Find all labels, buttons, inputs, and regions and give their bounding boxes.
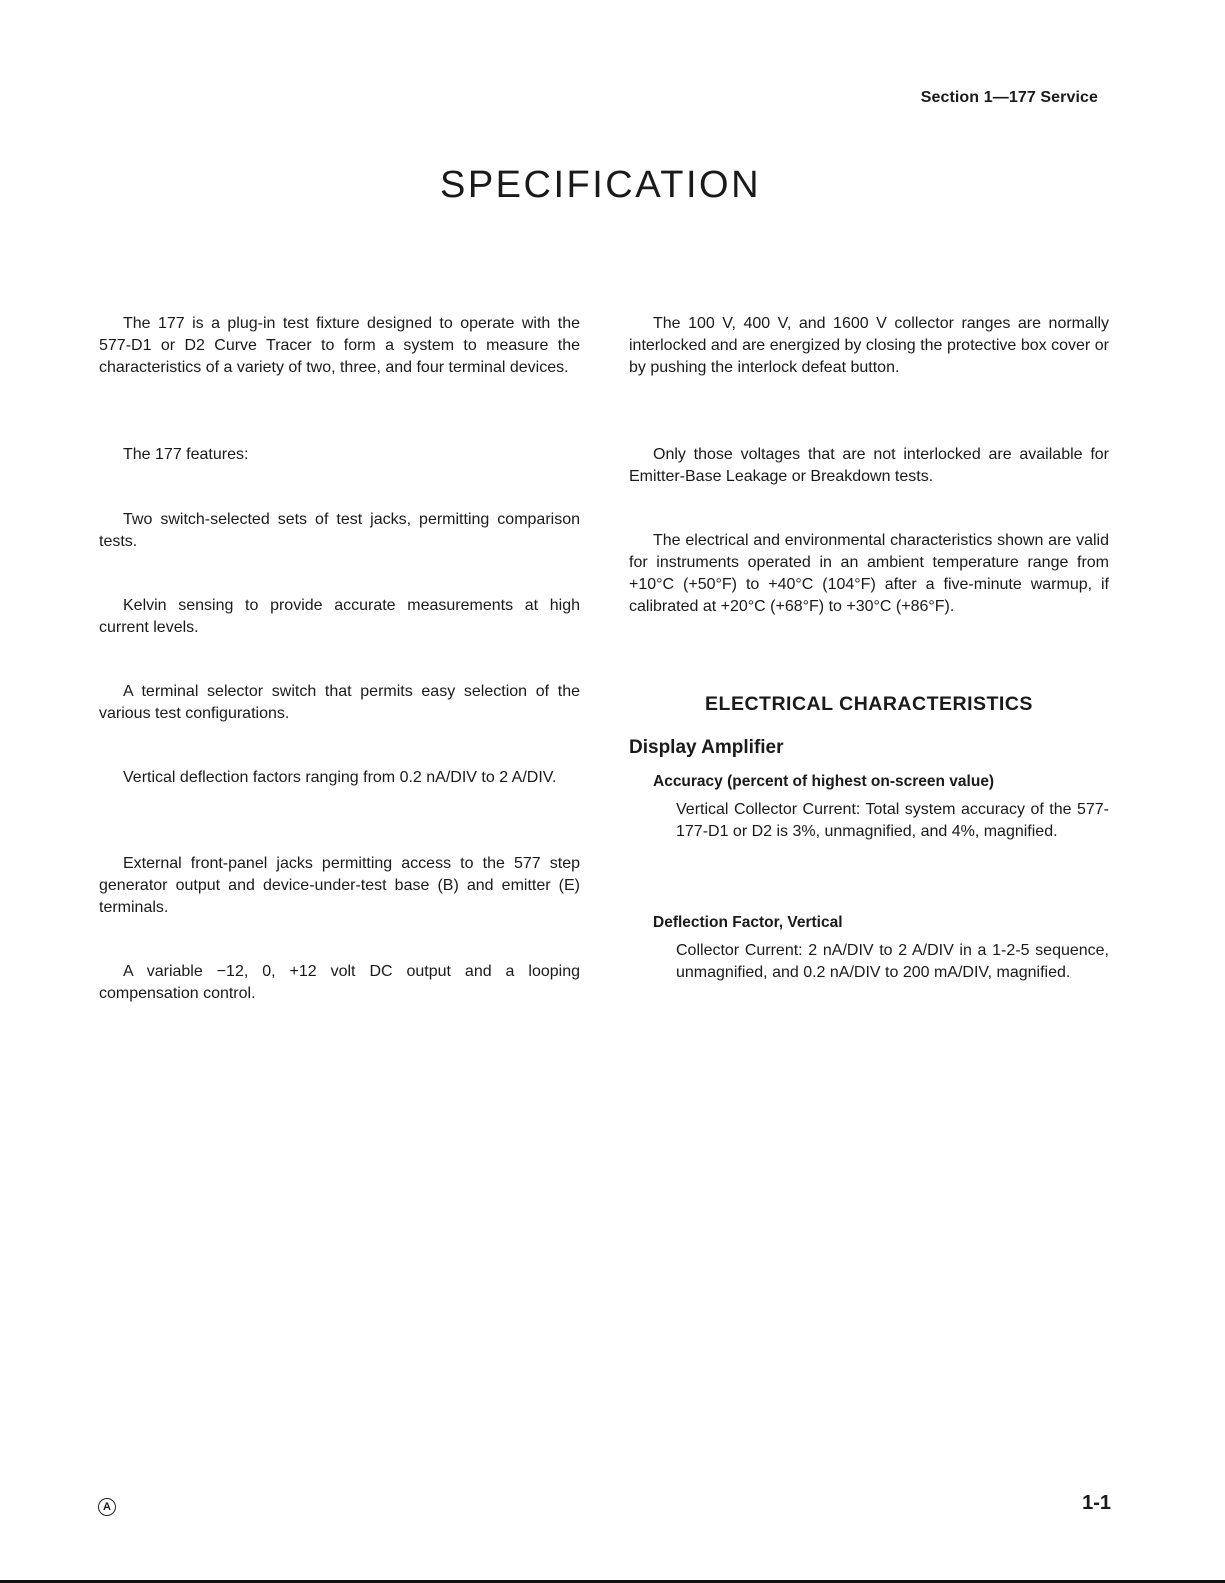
- deflection-factor-heading: Deflection Factor, Vertical: [653, 914, 843, 931]
- feature-kelvin-sensing: Kelvin sensing to provide accurate measurements at high current levels.: [99, 597, 580, 636]
- publisher-mark-icon: A: [98, 1498, 116, 1516]
- right-paragraph-2: [629, 444, 1109, 488]
- electrical-characteristics-heading: ELECTRICAL CHARACTERISTICS: [705, 693, 1033, 715]
- accuracy-block: [676, 799, 1109, 843]
- section-header: Section 1—177 Service: [920, 89, 1098, 106]
- left-paragraph-2: [99, 444, 580, 466]
- deflection-text: Collector Current: 2 nA/DIV to 2 A/DIV in a 1-2-5 sequence, unmagnified, and 0.2 nA/DIV to 200 mA/DIV, magnified.: [676, 942, 1109, 981]
- display-amplifier-heading: Display Amplifier: [629, 737, 784, 758]
- feature-front-panel-jacks: External front-panel jacks permitting access to the 577 step generator output and device-under-test base (B) and emitter (E) terminals.: [99, 855, 580, 916]
- left-paragraph-5: [99, 681, 580, 725]
- features-intro: The 177 features:: [123, 446, 249, 463]
- environment-paragraph: The electrical and environmental characteristics shown are valid for instruments operated in an ambient temperature range from +10°C (+50°F) to +40°C (104°F) after a five-minute warmup, if calibrated at +20°C (+68°F) to +30°C (+86°F).: [629, 532, 1109, 615]
- accuracy-heading: Accuracy (percent of highest on-screen value): [653, 773, 995, 790]
- left-paragraph-8: [99, 961, 580, 1005]
- left-paragraph-7: [99, 853, 580, 919]
- feature-test-jacks: Two switch-selected sets of test jacks, permitting comparison tests.: [99, 511, 580, 550]
- right-paragraph-1: [629, 313, 1109, 379]
- feature-variable-output: A variable −12, 0, +12 volt DC output and a looping compensation control.: [99, 963, 580, 1002]
- interlock-paragraph: The 100 V, 400 V, and 1600 V collector ranges are normally interlocked and are energized by closing the protective box cover or by pushing the interlock defeat button.: [629, 315, 1109, 376]
- right-paragraph-3: [629, 530, 1109, 618]
- page-number: 1-1: [1082, 1492, 1111, 1514]
- left-paragraph-6: [99, 767, 580, 789]
- left-paragraph-3: [99, 509, 580, 553]
- accuracy-text: Vertical Collector Current: Total system accuracy of the 577-177-D1 or D2 is 3%, unmagnified, and 4%, magnified.: [676, 801, 1109, 840]
- intro-paragraph: The 177 is a plug-in test fixture designed to operate with the 577-D1 or D2 Curve Tracer to form a system to measure the characteristics of a variety of two, three, and four terminal devices.: [99, 315, 580, 376]
- feature-deflection-factors: Vertical deflection factors ranging from 0.2 nA/DIV to 2 A/DIV.: [123, 769, 557, 786]
- leakage-paragraph: Only those voltages that are not interlocked are available for Emitter-Base Leakage or Breakdown tests.: [629, 446, 1109, 485]
- deflection-block: [676, 940, 1109, 984]
- left-paragraph-1: [99, 313, 580, 379]
- left-paragraph-4: [99, 595, 580, 639]
- feature-terminal-selector: A terminal selector switch that permits easy selection of the various test configurations.: [99, 683, 580, 722]
- page-title: SPECIFICATION: [439, 164, 762, 206]
